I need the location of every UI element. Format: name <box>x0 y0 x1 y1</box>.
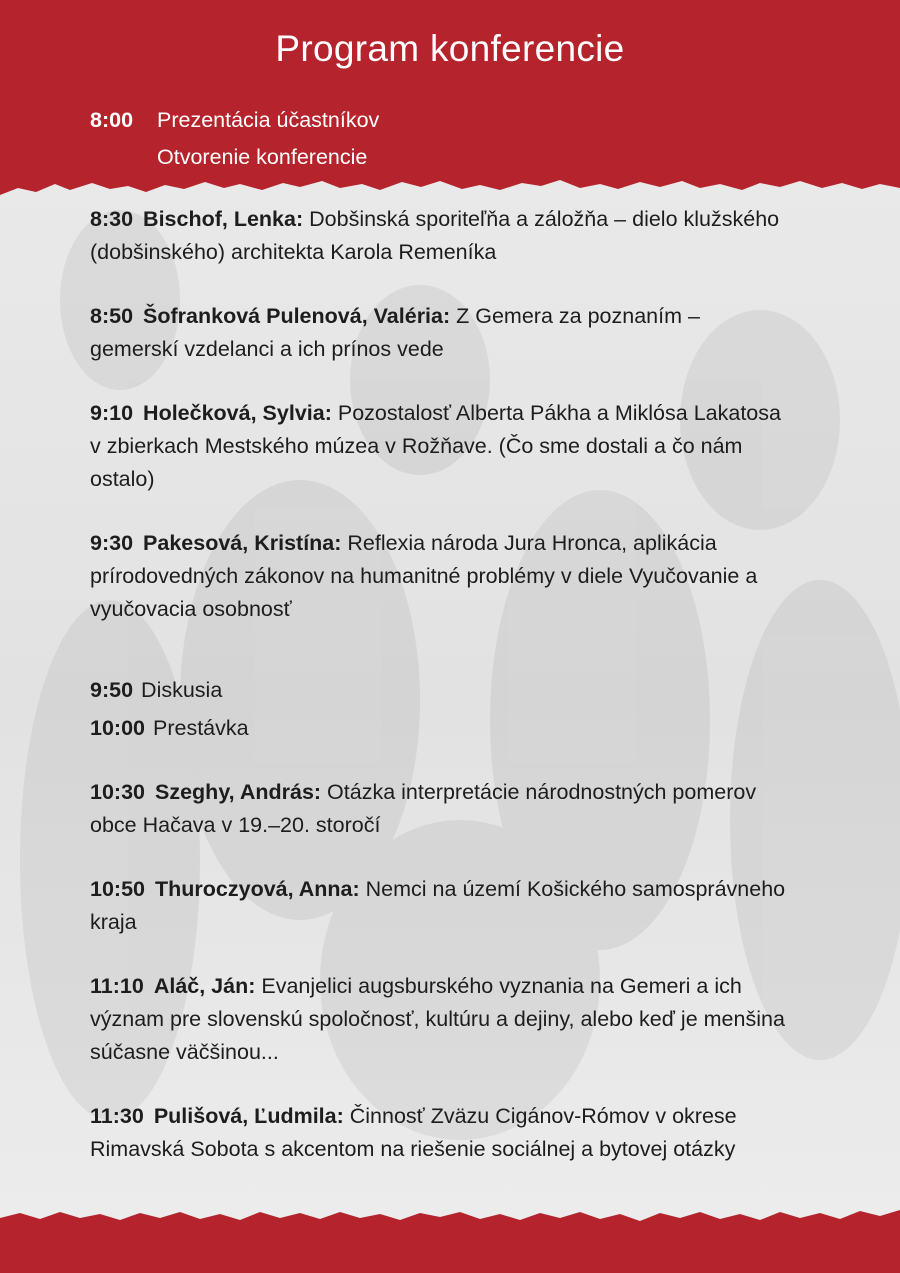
opening-line-1: Prezentácia účastníkov <box>157 108 380 132</box>
item-time: 11:10 <box>90 974 144 998</box>
item-talk: Dobšinská sporiteľňa a záložňa – dielo klužského (dobšinského) architekta Karola Remeníka <box>90 207 780 264</box>
item-talk: Pozostalosť Alberta Pákha a Miklósa Lakatosa v zbierkach Mestského múzea v Rožňave. (Čo sme dostali a čo nám ostalo) <box>90 401 781 491</box>
program-item <box>90 527 790 626</box>
item-time: 9:50 <box>90 678 134 702</box>
item-speaker: Aláč, Ján: <box>153 974 256 998</box>
item-speaker: Šofranková Pulenová, Valéria: <box>143 304 451 328</box>
program-item <box>90 712 790 745</box>
item-time: 9:10 <box>90 401 134 425</box>
item-time: 8:50 <box>90 304 134 328</box>
program-list <box>90 203 790 1197</box>
program-item <box>90 397 790 496</box>
program-item <box>90 203 790 269</box>
item-time: 9:30 <box>90 531 134 555</box>
item-time: 10:00 <box>90 716 145 740</box>
item-talk: Nemci na území Košického samosprávneho kraja <box>90 877 786 934</box>
program-item <box>90 776 790 842</box>
item-speaker: Holečková, Sylvia: <box>143 401 332 425</box>
opening-line-2: Otvorenie konferencie <box>157 145 368 169</box>
item-talk: Činnosť Zväzu Cigánov-Rómov v okrese Rimavská Sobota s akcentom na riešenie sociálnej a bytovej otázky <box>90 1104 737 1161</box>
item-speaker: Pulišová, Ľudmila: <box>153 1104 344 1128</box>
opening-time: 8:00 <box>90 108 134 132</box>
item-talk: Otázka interpretácie národnostných pomerov obce Hačava v 19.–20. storočí <box>90 780 757 837</box>
opening-block <box>90 102 379 176</box>
page-title: Program konferencie <box>275 28 625 69</box>
item-speaker: Bischof, Lenka: <box>143 207 304 231</box>
program-item <box>90 970 790 1069</box>
item-talk: Reflexia národa Jura Hronca, aplikácia prírodovedných zákonov na humanitné problémy v diele Vyučovanie a vyučovacia osobnosť <box>90 531 758 621</box>
item-time: 8:30 <box>90 207 134 231</box>
item-speaker: Thuroczyová, Anna: <box>155 877 360 901</box>
item-time: 10:50 <box>90 877 145 901</box>
item-talk: Z Gemera za poznaním – gemerskí vzdelanci a ich prínos vede <box>90 304 700 361</box>
program-item <box>90 873 790 939</box>
item-speaker: Szeghy, András: <box>155 780 322 804</box>
item-talk: Evanjelici augsburského vyznania na Gemeri a ich význam pre slovenskú spoločnosť, kultúru a dejiny, alebo keď je menšina súčasne väčšinou... <box>90 974 785 1064</box>
item-talk: Diskusia <box>141 678 223 702</box>
item-time: 10:30 <box>90 780 145 804</box>
program-item <box>90 300 790 366</box>
item-talk: Prestávka <box>153 716 249 740</box>
program-item <box>90 1100 790 1166</box>
program-item <box>90 674 790 707</box>
item-time: 11:30 <box>90 1104 144 1128</box>
item-speaker: Pakesová, Kristína: <box>143 531 342 555</box>
